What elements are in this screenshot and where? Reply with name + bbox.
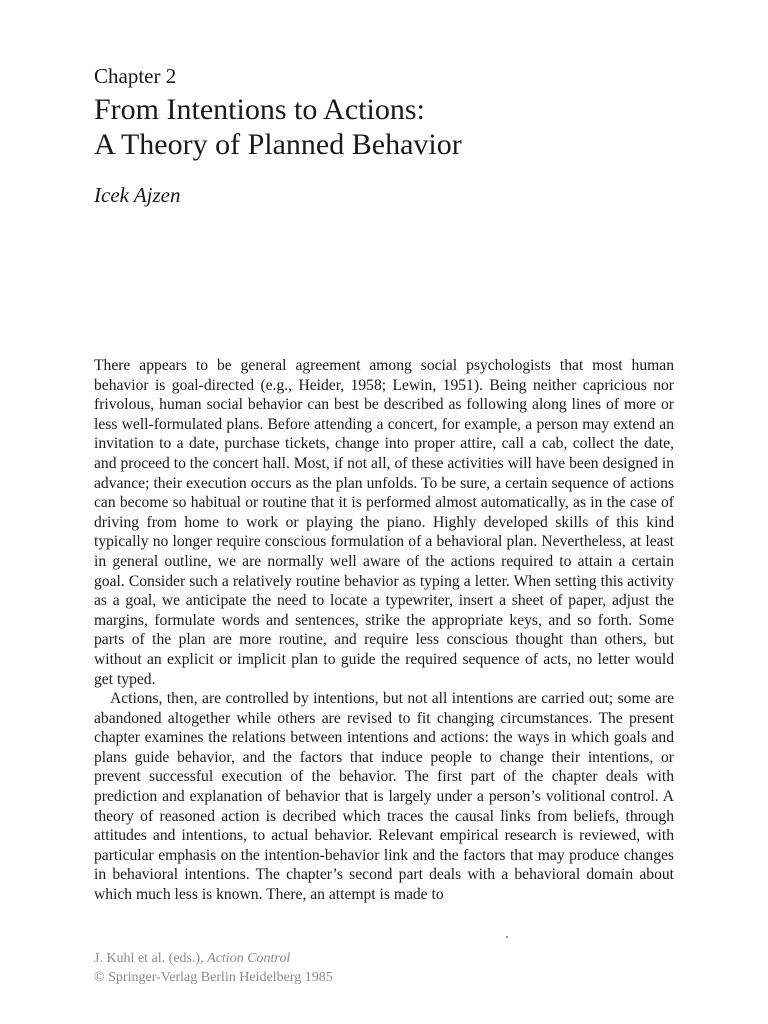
body-text — [94, 356, 674, 905]
citation-line — [94, 949, 333, 968]
paragraph: There appears to be general agreement among social psychologists that most human behavior is goal-directed (e.g., Heider, 1958; Lewin, 1951). Being neither capricious nor frivolous, human social behavior can best be described as following along lines of more or less well-formulated plans. Before attending a concert, for example, a person may extend an invitation to a date, purchase tickets, change into proper attire, call a cab, collect the date, and proceed to the concert hall. Most, if not all, of these activities will have been designed in advance; their execution occurs as the plan unfolds. To be sure, a certain sequence of actions can become so habitual or routine that it is performed almost automatically, as in the case of driving from home to work or playing the piano. Highly developed skills of this kind typically no longer require conscious formulation of a behavioral plan. Nevertheless, at least in general outline, we are normally well aware of the actions required to attain a certain goal. Consider such a relatively routine behavior as typing a letter. When setting this activity as a goal, we anticipate the need to locate a typewriter, insert a sheet of paper, adjust the margins, formulate words and sentences, strike the appropriate keys, and so forth. Some parts of the plan are more routine, and require less conscious thought than others, but without an explicit or implicit plan to guide the required sequence of acts, no letter would get typed. — [94, 357, 674, 688]
citation-prefix: J. Kuhl et al. (eds.), — [94, 951, 208, 966]
chapter-title — [94, 92, 462, 162]
copyright-line: © Springer-Verlag Berlin Heidelberg 1985 — [94, 970, 333, 985]
chapter-title-line-1: From Intentions to Actions: — [94, 93, 425, 126]
author-name: Icek Ajzen — [94, 183, 181, 207]
scan-speck — [506, 936, 508, 938]
chapter-title-line-2: A Theory of Planned Behavior — [94, 128, 462, 161]
paragraph: Actions, then, are controlled by intentions, but not all intentions are carried out; some are abandoned altogether while others are revised to fit changing circumstances. The present chapter examines the relations between intentions and actions: the ways in which goals and plans guide behavior, and the factors that induce people to change their intentions, or prevent successful execution of the behavior. The first part of the chapter deals with prediction and explanation of behavior that is largely under a person’s volitional control. A theory of reasoned action is decribed which traces the causal links from beliefs, through attitudes and intentions, to actual behavior. Relevant empirical research is reviewed, with particular emphasis on the intention-behavior link and the factors that may produce changes in behavioral intentions. The chapter’s second part deals with a behavioral domain about which much less is known. There, an attempt is made to — [94, 690, 674, 904]
citation-book-title: Action Control — [207, 951, 291, 966]
chapter-label: Chapter 2 — [94, 64, 177, 88]
footer-citation — [94, 949, 333, 987]
